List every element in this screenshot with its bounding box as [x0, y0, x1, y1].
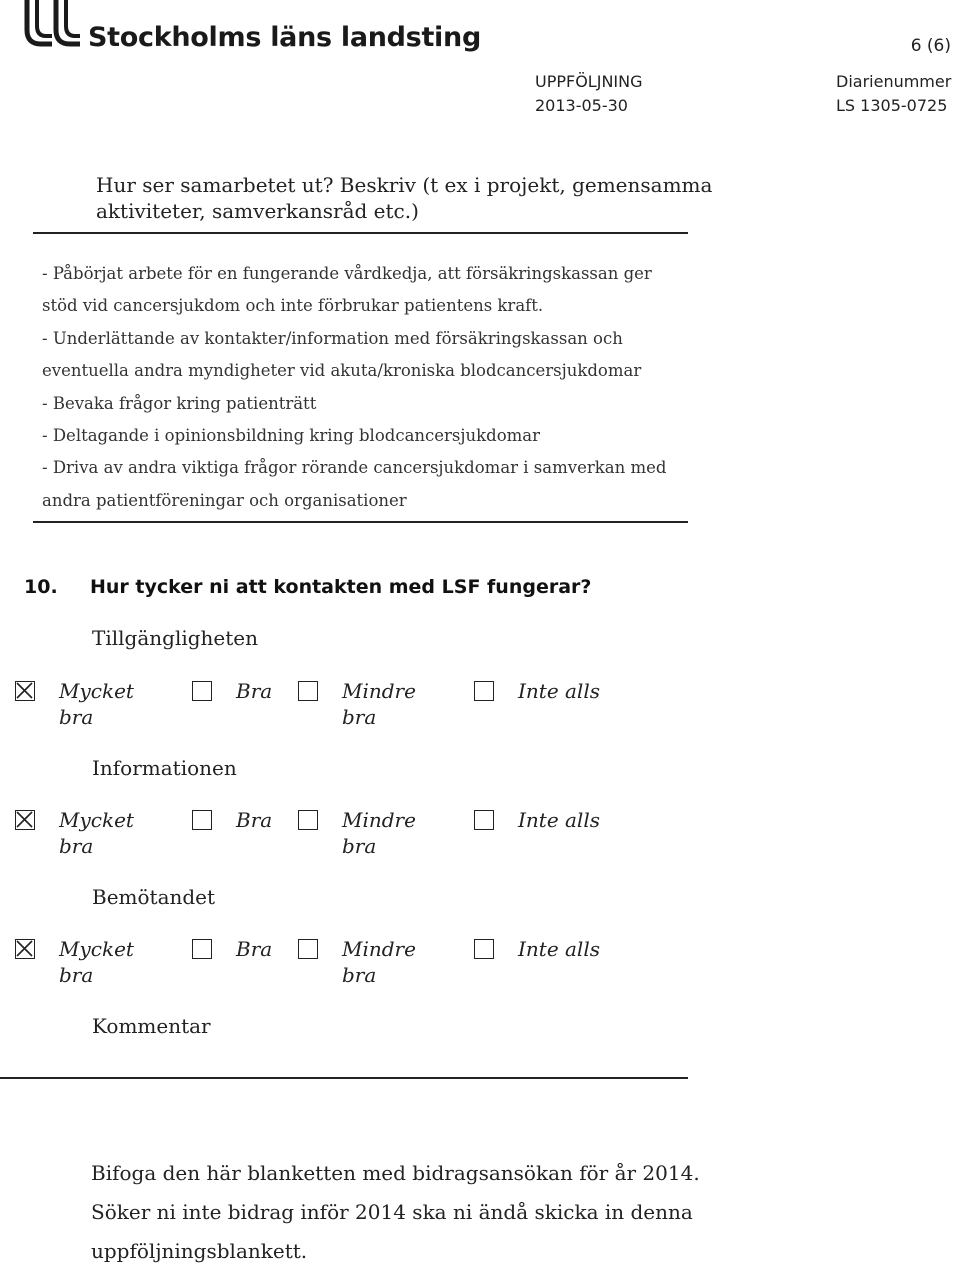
rating-row-tillgangligheten [0, 678, 700, 738]
rating-row-informationen [0, 807, 700, 867]
comment-rule [0, 1077, 688, 1079]
question-text [96, 172, 736, 224]
option-mycket-bra: Mycket bra [59, 679, 134, 729]
rating-row-bemotandet [0, 936, 700, 996]
category-label-bemotandet: Bemötandet [92, 885, 216, 909]
section-title: Hur tycker ni att kontakten med LSF fungerar? [90, 576, 592, 598]
option-mindre-bra: Mindre bra [342, 937, 416, 987]
checkbox-bra[interactable] [192, 681, 212, 701]
option-mindre-bra: Mindre bra [342, 808, 416, 858]
checkbox-inte-alls[interactable] [474, 681, 494, 701]
answer-line: - Påbörjat arbete för en fungerande vårdkedja, att försäkringskassan ger [42, 264, 652, 283]
document-date: 2013-05-30 [535, 96, 628, 115]
option-bra: Bra [236, 808, 273, 832]
checkbox-mycket-bra[interactable] [15, 939, 35, 959]
section-number: 10. [24, 576, 58, 598]
option-mycket-bra: Mycket bra [59, 937, 134, 987]
question-line: Hur ser samarbetet ut? Beskriv (t ex i projekt, gemensamma [96, 173, 713, 197]
option-mycket-bra: Mycket bra [59, 808, 134, 858]
checkbox-inte-alls[interactable] [474, 939, 494, 959]
footer-line: Söker ni inte bidrag inför 2014 ska ni ändå skicka in denna [91, 1200, 693, 1224]
checkbox-mycket-bra[interactable] [15, 810, 35, 830]
answer-text-field[interactable] [42, 258, 702, 517]
diarie-label: Diarienummer [836, 72, 952, 91]
checkbox-mindre-bra[interactable] [298, 810, 318, 830]
category-label-tillgangligheten: Tillgängligheten [92, 626, 259, 650]
answer-line: - Underlättande av kontakter/information med försäkringskassan och [42, 328, 623, 348]
checkbox-mindre-bra[interactable] [298, 681, 318, 701]
checkbox-inte-alls[interactable] [474, 810, 494, 830]
option-bra: Bra [236, 679, 273, 703]
footer-line: uppföljningsblankett. [91, 1239, 308, 1263]
answer-top-rule [33, 232, 688, 234]
answer-line: eventuella andra myndigheter vid akuta/kroniska blodcancersjukdomar [42, 361, 642, 381]
option-bra: Bra [236, 937, 273, 961]
comment-label: Kommentar [92, 1014, 211, 1038]
option-mindre-bra: Mindre bra [342, 679, 416, 729]
answer-line: - Deltagande i opinionsbildning kring blodcancersjukdomar [42, 426, 541, 446]
document-type: UPPFÖLJNING [535, 72, 643, 91]
checkbox-bra[interactable] [192, 810, 212, 830]
answer-bottom-rule [33, 521, 688, 523]
check-mark-icon [16, 811, 33, 828]
footer-instructions [91, 1154, 811, 1271]
checkbox-mycket-bra[interactable] [15, 681, 35, 701]
option-inte-alls: Inte alls [518, 679, 600, 703]
checkbox-mindre-bra[interactable] [298, 939, 318, 959]
diarie-number: LS 1305-0725 [836, 96, 948, 115]
answer-line: - Bevaka frågor kring patienträtt [42, 393, 317, 413]
page-number: 6 (6) [910, 36, 951, 56]
organization-name: Stockholms läns landsting [88, 22, 481, 53]
answer-line: - Driva av andra viktiga frågor rörande cancersjukdomar i samverkan med [42, 458, 667, 478]
answer-line: stöd vid cancersjukdom och inte förbrukar patientens kraft. [42, 296, 544, 316]
comment-field[interactable] [0, 1040, 690, 1076]
check-mark-icon [16, 940, 33, 957]
question-line: aktiviteter, samverkansråd etc.) [96, 199, 419, 223]
answer-line: andra patientföreningar och organisationer [42, 490, 407, 510]
check-mark-icon [16, 682, 33, 699]
option-inte-alls: Inte alls [518, 937, 600, 961]
category-label-informationen: Informationen [92, 756, 237, 780]
sll-logo-icon [24, 0, 80, 48]
checkbox-bra[interactable] [192, 939, 212, 959]
option-inte-alls: Inte alls [518, 808, 600, 832]
footer-line: Bifoga den här blanketten med bidragsansökan för år 2014. [91, 1161, 700, 1185]
